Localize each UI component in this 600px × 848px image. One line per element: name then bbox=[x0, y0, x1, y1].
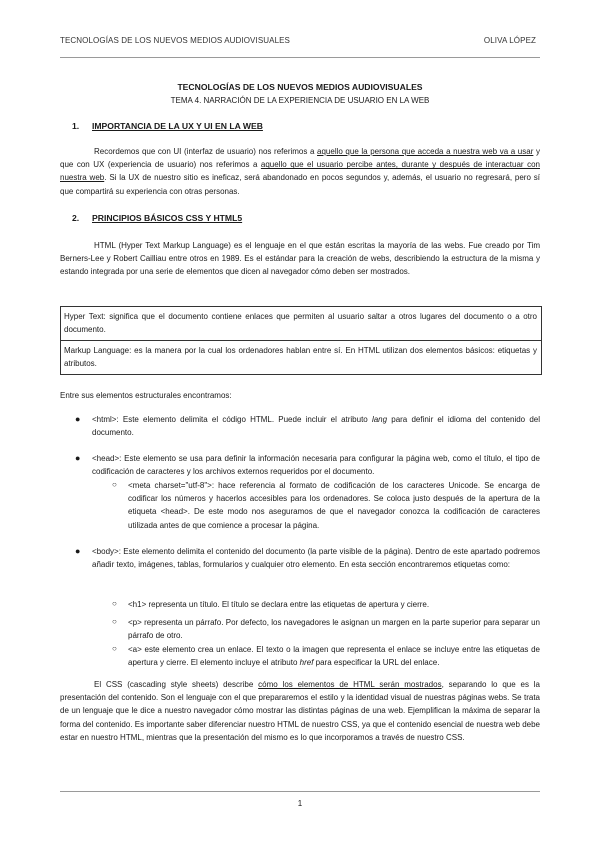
ux-definition: aquello que el usuario percibe antes, durante y después de interactuar con nuestra web bbox=[60, 160, 540, 183]
bullet-icon: ● bbox=[75, 414, 81, 424]
list-item-html: ● <html>: Este elemento delimita el código HTML. Puede incluir el atributo lang para definir el idioma del contenido del documento. bbox=[75, 414, 540, 438]
sub-bullet-icon: ○ bbox=[112, 480, 117, 489]
section-2-title: PRINCIPIOS BÁSICOS CSS Y HTML5 bbox=[92, 213, 243, 223]
sub-bullet-icon: ○ bbox=[112, 644, 117, 653]
section-2-heading bbox=[72, 213, 243, 223]
sub-bullet-icon: ○ bbox=[112, 599, 117, 608]
list-item-head: ● <head>: Este elemento se usa para definir la información necesaria para configurar la página web, como el título, el tipo de codificación de caracteres y los archivos externos requeridos por el documento. bbox=[75, 453, 540, 477]
bullet-icon: ● bbox=[75, 453, 81, 463]
sub-item-p: ○ <p> representa un párrafo. Por defecto, los navegadores le asignan un margen en la parte superior para separar un párrafo de otro. bbox=[112, 617, 540, 641]
sub-item-a: ○ <a> este elemento crea un enlace. El texto o la imagen que representa el enlace se incluye entre las etiquetas de apertura y cierre. El elemento incluye el atributo href para especificar la URL del enlace. bbox=[112, 644, 540, 668]
section-1-number: 1. bbox=[72, 121, 80, 131]
document-title: TECNOLOGÍAS DE LOS NUEVOS MEDIOS AUDIOVISUALES bbox=[177, 82, 423, 92]
bullet-icon: ● bbox=[75, 546, 81, 556]
sub-bullet-icon: ○ bbox=[112, 617, 117, 626]
section-1-paragraph: Recordemos que con UI (interfaz de usuario) nos referimos a aquello que la persona que acceda a nuestra web va a usar y que con UX (experiencia de usuario) nos referimos a aquello que el usuario percibe antes, durante y después de interactuar con nuestra web. Si la UX de nuestro sitio es ineficaz, será abandonado en pocos segundos y, además, el usuario no regresará, pero sí que compartirá su experiencia con otras personas. bbox=[60, 147, 540, 196]
hyper-text-definition: Hyper Text: significa que el documento contiene enlaces que permiten al usuario saltar a otros lugares del documento o a otro documento. bbox=[64, 312, 537, 334]
header-divider bbox=[60, 57, 540, 58]
running-header-left: TECNOLOGÍAS DE LOS NUEVOS MEDIOS AUDIOVISUALES bbox=[60, 36, 290, 45]
running-header-right: OLIVA LÓPEZ bbox=[483, 36, 536, 45]
sub-item-h1: ○ <h1> representa un título. El título se declara entre las etiquetas de apertura y cierre. bbox=[112, 599, 430, 609]
definitions-box bbox=[60, 306, 542, 375]
css-definition: cómo los elementos de HTML serán mostrados bbox=[258, 680, 442, 689]
css-paragraph: El CSS (cascading style sheets) describe cómo los elementos de HTML serán mostrados, separando lo que es la presentación del contenido. Son el lenguaje con el que prepararemos el estilo y la identidad visual de nuestras páginas webs. Se trata de un lenguaje que le dice a nuestro navegador cómo mostrar las distintas páginas de una web. Ejemplifican la máxima de separar la forma del contenido. Es importante saber diferenciar nuestro HTML de nuestro CSS, ya que el contenido esencial de nuestra web debe estar en nuestro HTML, mientras que la presentación del mismo es lo que incorporamos a través de nuestro CSS. bbox=[60, 680, 541, 742]
section-1-title: IMPORTANCIA DE LA UX Y UI EN LA WEB bbox=[92, 121, 263, 131]
ui-definition: aquello que la persona que acceda a nuestra web va a usar bbox=[317, 147, 534, 156]
section-1-heading bbox=[72, 121, 263, 131]
section-2-number: 2. bbox=[72, 213, 80, 223]
html-intro-paragraph: HTML (Hyper Text Markup Language) es el lenguaje en el que están escritas la mayoría de las webs. Fue creado por Tim Berners-Lee y Robert Cailliau entre otros en 1989. Es el estándar para la creación de webs, describiendo la estructura de la misma y estando integrada por una serie de elementos que dicen al navegador cómo deben ser mostrados. bbox=[60, 241, 540, 277]
markup-language-definition: Markup Language: es la manera por la cual los ordenadores hablan entre sí. En HTML utilizan dos elementos básicos: etiquetas y atributos. bbox=[61, 340, 541, 374]
page-number: 1 bbox=[297, 799, 303, 808]
list-item-body: ● <body>: Este elemento delimita el contenido del documento (la parte visible de la página). Dentro de este apartado podremos añadir texto, imágenes, tablas, formularios y cualquier otro elemento. En esta sección encontraremos etiquetas como: bbox=[75, 546, 540, 570]
footer-divider bbox=[60, 791, 540, 792]
structural-elements-lead: Entre sus elementos estructurales encontramos: bbox=[60, 391, 232, 400]
sub-item-meta: ○ <meta charset="utf-8">: hace referencia al formato de codificación de los caracteres Unicode. Se encarga de codificar los números y hacerlos accesibles para los ordenadores. Se coloca justo después de la apertura de la etiqueta <head>. De este modo nos aseguramos de que el navegador conozca la codificación de caracteres utilizada antes de que comience a procesar la página. bbox=[112, 480, 540, 530]
document-subtitle: TEMA 4. NARRACIÓN DE LA EXPERIENCIA DE USUARIO EN LA WEB bbox=[170, 96, 430, 105]
